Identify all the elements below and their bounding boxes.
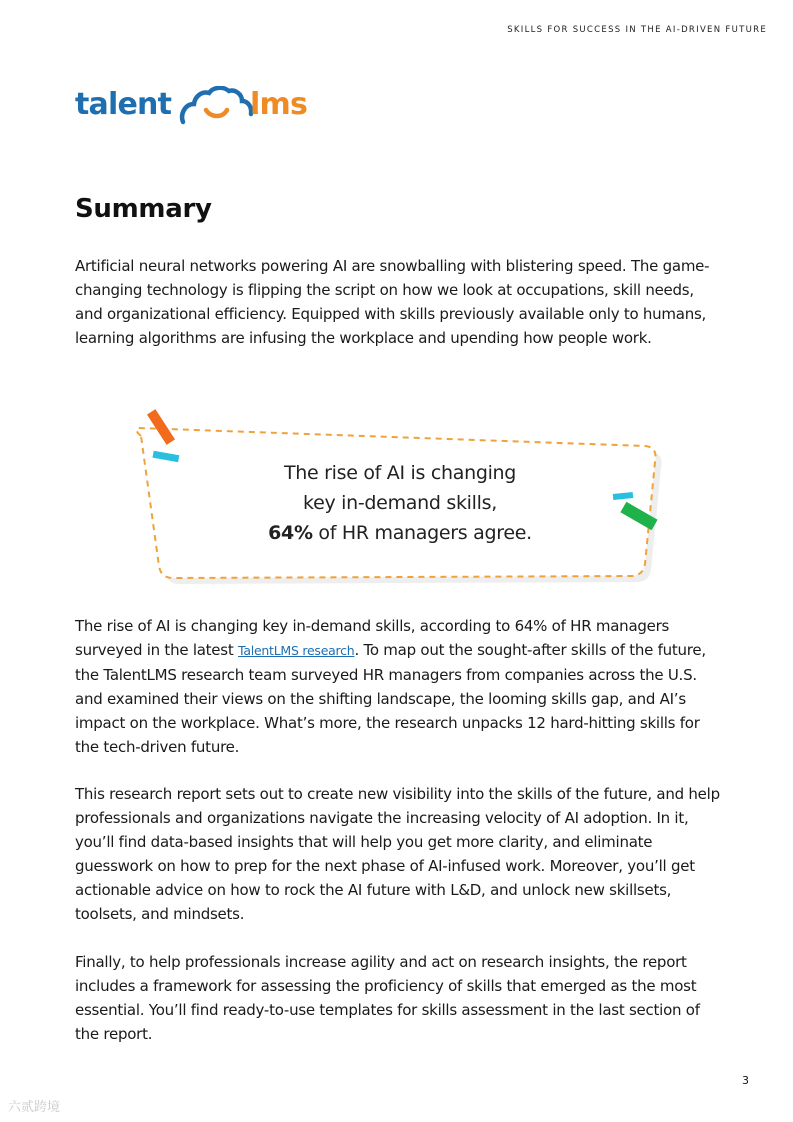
cloud-smile-icon bbox=[179, 86, 253, 126]
callout-line-3 bbox=[210, 518, 590, 548]
talentlms-logo[interactable] bbox=[75, 84, 325, 130]
callout-stat: 64% bbox=[268, 522, 313, 544]
logo-word-lms: lms bbox=[250, 87, 307, 122]
running-header: SKILLS FOR SUCCESS IN THE AI-DRIVEN FUTURE bbox=[507, 25, 767, 35]
body-2-text-start: The rise of AI is changing key in-demand skills, according to 64% of HR managers surveyed in the latest bbox=[75, 617, 670, 659]
logo-word-talent: talent bbox=[75, 87, 172, 122]
watermark: 六贰跨境 bbox=[8, 1100, 61, 1115]
page-number: 3 bbox=[742, 1074, 749, 1087]
talentlms-research-link[interactable]: TalentLMS research bbox=[238, 643, 355, 658]
body-2-text-end: . To map out the sought-after skills of the future, the TalentLMS research team surveyed HR managers from companies across the U.S. and examined their views on the shifting landscape, the looming skills gap, and AI’s impact on the workplace. What’s more, the research unpacks 12 hard-hitting skills for the tech-driven future. bbox=[75, 641, 706, 756]
callout-line-3-rest: of HR managers agree. bbox=[312, 522, 532, 544]
body-paragraph-4: Finally, to help professionals increase agility and act on research insights, the report includes a framework for assessing the proficiency of skills that emerged as the most essential. You’ll find ready-to-use templates for skills assessment in the last section of the report. bbox=[75, 953, 700, 1043]
intro-paragraph: Artificial neural networks powering AI are snowballing with blistering speed. The game-changing technology is flipping the script on how we look at occupations, skill needs, and organizational efficiency. Equipped with skills previously available only to humans, learning algorithms are infusing the workplace and upending how people work. bbox=[75, 257, 710, 347]
body-paragraph-2 bbox=[75, 614, 720, 759]
callout-line-2: key in-demand skills, bbox=[303, 492, 497, 514]
callout-statement bbox=[210, 458, 590, 548]
body-paragraph-3: This research report sets out to create new visibility into the skills of the future, and help professionals and organizations navigate the increasing velocity of AI adoption. In it, you’ll find data-based insights that will help you get more clarity, and eliminate guesswork on how to prep for the next phase of AI-infused work. Moreover, you’ll get actionable advice on how to rock the AI future with L&D, and unlock new skillsets, toolsets, and mindsets. bbox=[75, 785, 720, 923]
page-title: Summary bbox=[75, 194, 212, 224]
callout-line-1: The rise of AI is changing bbox=[283, 462, 517, 484]
